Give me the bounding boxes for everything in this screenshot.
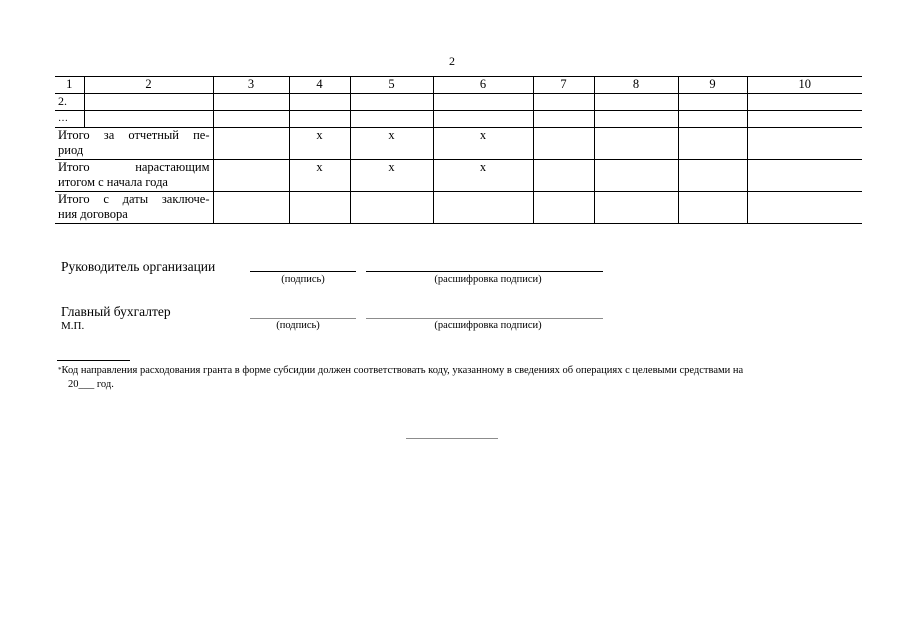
accountant-signature-line — [250, 318, 356, 319]
table-cell — [433, 111, 533, 128]
table-cell — [678, 160, 747, 192]
table-cell — [533, 160, 594, 192]
page-number: 2 — [449, 54, 455, 68]
table-cell — [533, 94, 594, 111]
table-cell — [747, 160, 862, 192]
end-separator — [406, 438, 498, 439]
table-cell — [747, 94, 862, 111]
footnote-separator — [57, 360, 130, 361]
footnote-line — [58, 364, 858, 378]
row-label — [55, 160, 213, 192]
col-header: 2 — [84, 77, 213, 94]
row-label-line: риод — [58, 143, 84, 157]
table-cell — [213, 160, 289, 192]
table-cell — [747, 192, 862, 224]
row-label-line: ния договора — [58, 207, 128, 221]
table-cell — [433, 94, 533, 111]
accountant-decode-caption: (расшифровка подписи) — [434, 320, 542, 331]
col-header: 10 — [747, 77, 862, 94]
table-cell — [289, 111, 350, 128]
table-row — [55, 94, 862, 111]
col-header: 9 — [678, 77, 747, 94]
table-cell — [289, 192, 350, 224]
table-cell — [213, 192, 289, 224]
col-header: 7 — [533, 77, 594, 94]
table-cell — [594, 111, 678, 128]
head-decode-line — [366, 271, 603, 272]
head-signature-label: Руководитель организации — [61, 259, 216, 274]
table-cell — [747, 111, 862, 128]
col-header: 1 — [55, 77, 84, 94]
table-cell — [350, 94, 433, 111]
accountant-signature-caption: (подпись) — [276, 320, 320, 331]
table-row — [55, 111, 862, 128]
table-cell — [533, 128, 594, 160]
table-cell-x: x — [350, 160, 433, 192]
table-cell — [350, 192, 433, 224]
table-cell — [594, 192, 678, 224]
table-cell — [350, 111, 433, 128]
row-label-line: Итого с даты заключе- — [58, 192, 210, 206]
accountant-signature-label: Главный бухгалтер — [61, 304, 171, 319]
table-row-total-cumulative — [55, 160, 862, 192]
table-cell — [594, 160, 678, 192]
table-cell — [678, 111, 747, 128]
col-header: 5 — [350, 77, 433, 94]
footnote-line: 20___ год. — [68, 379, 114, 390]
table-cell — [594, 94, 678, 111]
table-cell — [533, 111, 594, 128]
footnote-marker: * — [58, 366, 62, 374]
table-row-total-contract — [55, 192, 862, 224]
table-cell — [678, 192, 747, 224]
row-label-line: Итого нарастающим — [58, 160, 210, 174]
table-cell-x: x — [289, 160, 350, 192]
table-cell — [84, 111, 213, 128]
row-label-line: итогом с начала года — [58, 175, 168, 189]
row-label-line: Итого за отчетный пе- — [58, 128, 210, 142]
stamp-place: М.П. — [61, 320, 85, 332]
col-header: 6 — [433, 77, 533, 94]
table-cell — [533, 192, 594, 224]
table-cell — [678, 94, 747, 111]
table-row-total-period — [55, 128, 862, 160]
table-cell — [213, 94, 289, 111]
table-cell — [84, 94, 213, 111]
row-label — [55, 192, 213, 224]
accountant-decode-line — [366, 318, 603, 319]
footnote-text: Код направления расходования гранта в форме субсидии должен соответствовать коду, указанному в сведениях об операциях с целевыми средствами на — [61, 365, 744, 376]
footnote — [58, 364, 858, 392]
report-table — [55, 76, 862, 224]
table-header-row — [55, 77, 862, 94]
col-header: 3 — [213, 77, 289, 94]
head-signature-line — [250, 271, 356, 272]
row-number: 2. — [55, 94, 84, 111]
table-cell-x: x — [350, 128, 433, 160]
head-signature-caption: (подпись) — [281, 274, 325, 285]
table-cell — [433, 192, 533, 224]
table-cell — [213, 128, 289, 160]
table-cell-x: x — [433, 160, 533, 192]
row-label — [55, 128, 213, 160]
col-header: 8 — [594, 77, 678, 94]
table-cell — [594, 128, 678, 160]
table-cell — [213, 111, 289, 128]
table-cell-x: x — [289, 128, 350, 160]
head-decode-caption: (расшифровка подписи) — [434, 274, 542, 285]
table-cell — [678, 128, 747, 160]
table-cell — [747, 128, 862, 160]
table-cell — [289, 94, 350, 111]
row-ellipsis: … — [55, 111, 84, 128]
col-header: 4 — [289, 77, 350, 94]
table-cell-x: x — [433, 128, 533, 160]
